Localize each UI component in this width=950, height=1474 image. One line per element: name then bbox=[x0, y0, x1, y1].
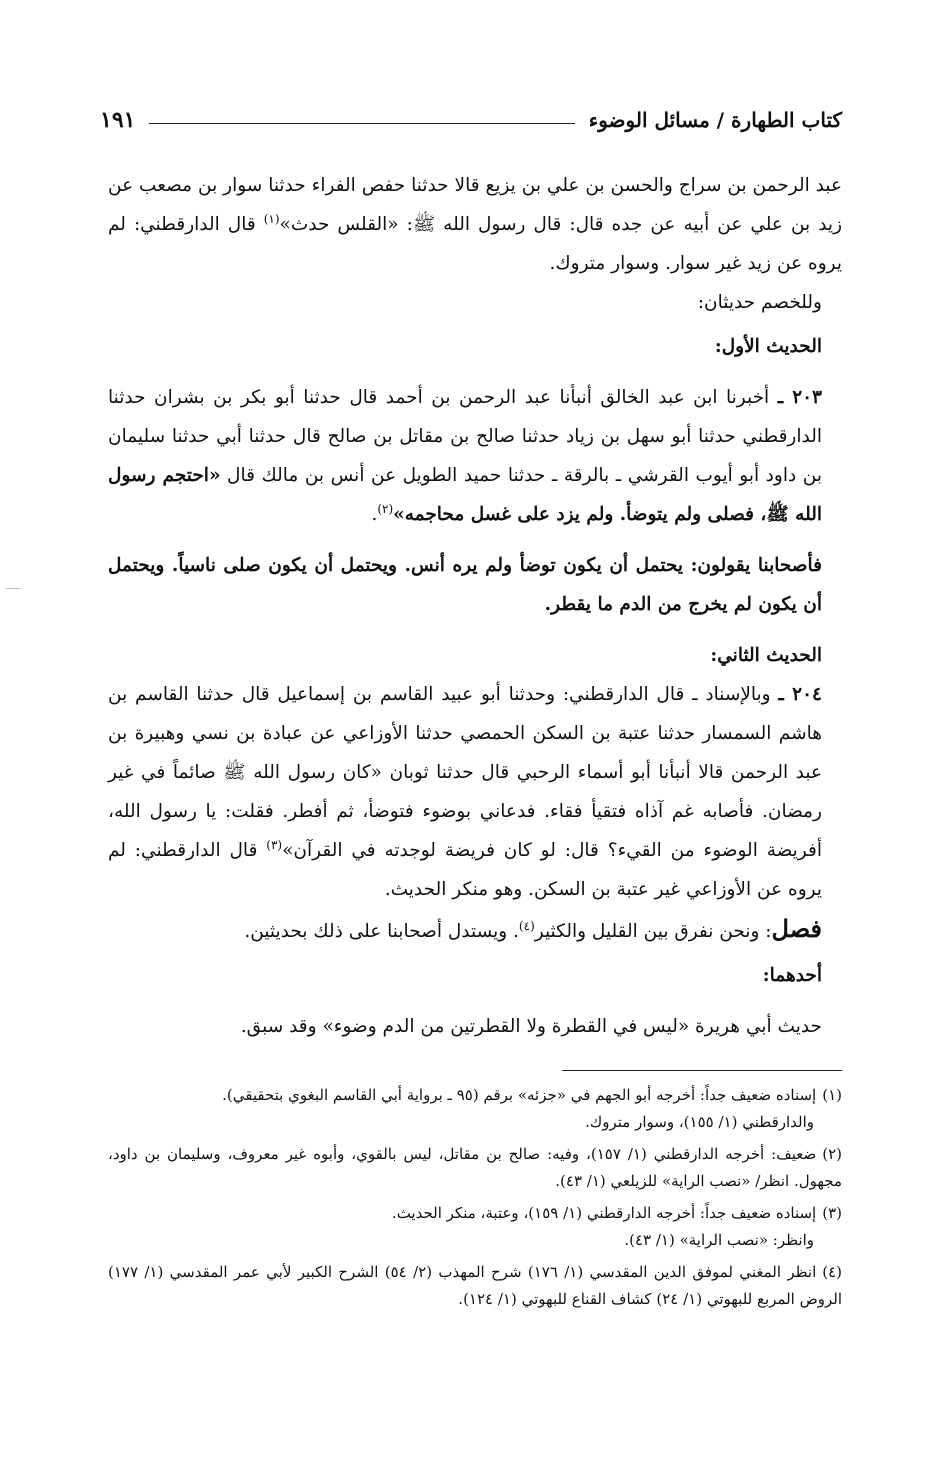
header-rule bbox=[149, 123, 574, 124]
hadith-204-number: ٢٠٤ ـ bbox=[778, 684, 822, 705]
page-number: ١٩١ bbox=[100, 107, 136, 133]
footnote-separator bbox=[562, 1070, 842, 1071]
hadith-203-isnad: أخبرنا ابن عبد الخالق أنبأنا عبد الرحمن بن أحمد قال حدثنا أبو بكر بن بشران حدثنا الدارقطني حدثنا أبو سهل بن زياد حدثنا صالح بن مقاتل بن صالح قال حدثنا أبي حدثنا سليمان بن داود أبو أيوب القرشي ـ بالرقة ـ حدثنا حميد الطويل عن أنس بن مالك قال bbox=[108, 387, 822, 486]
opponent-line: وللخصم حديثان: bbox=[697, 292, 822, 313]
footnote-number: (١) bbox=[822, 1086, 842, 1104]
footnote-number: (٢) bbox=[822, 1145, 843, 1163]
footnote-4 bbox=[108, 1259, 842, 1313]
footnotes bbox=[108, 1082, 842, 1318]
footnote-text: إسناده ضعيف جداً: أخرجه الدارقطني (١/ ١٥٩)، وعتبة، منكر الحديث. bbox=[391, 1204, 817, 1222]
hadith-204-end: قال الدارقطني: لم يروه عن الأوزاعي غير عتبة بن السكن. وهو منكر الحديث. bbox=[108, 840, 822, 900]
footnote-text: ضعيف: أخرجه الدارقطني (١/ ١٥٧)، وفيه: صالح بن مقاتل، ليس بالقوي، وأبوه غير معروف، وسليمان بن داود، مجهول. انظر/ «نصب الراية» للزيلعي (١/ ٤٣). bbox=[108, 1145, 842, 1190]
hadith-203-number: ٢٠٣ ـ bbox=[777, 387, 822, 408]
fasl-paragraph bbox=[108, 909, 842, 951]
footnote-text: والدارقطني (١/ ١٥٥)، وسوار متروك. bbox=[585, 1113, 814, 1131]
footnote-3 bbox=[108, 1200, 842, 1254]
main-text bbox=[108, 166, 842, 1046]
header-title: كتاب الطهارة / مسائل الوضوء bbox=[588, 108, 842, 132]
footnote-number: (٣) bbox=[822, 1204, 842, 1222]
fasl-text: : ونحن نفرق بين القليل والكثير bbox=[534, 921, 772, 942]
footnote-ref-4[interactable]: (٤) bbox=[518, 918, 535, 933]
hadith-1-heading: الحديث الأول: bbox=[714, 336, 822, 357]
fasl-text-end: . ويستدل أصحابنا على ذلك بحديثين. bbox=[244, 921, 519, 942]
footnote-text: انظر المغني لموفق الدين المقدسي (١/ ١٧٦) شرح المهذب (٢/ ٥٤) الشرح الكبير لأبي عمر المقدسي (١/ ١٧٧) الروض المربع للبهوتي (١/ ٢٤) كشاف القناع للبهوتي (١/ ١٢٤). bbox=[108, 1263, 842, 1308]
hadith-203 bbox=[108, 378, 842, 534]
abu-hurayra-hadith: حديث أبي هريرة «ليس في القطرة ولا القطرتين من الدم وضوء» وقد سبق. bbox=[240, 1016, 822, 1037]
first-of-two-heading: أحدهما: bbox=[762, 965, 822, 986]
footnote-text: إسناده ضعيف جداً: أخرجه أبو الجهم في «جزئه» برقم (٩٥ ـ برواية أبي القاسم البغوي بتحقيقي). bbox=[222, 1086, 817, 1104]
hadith-203-matn: «احتجم رسول الله ﷺ، فصلى ولم يتوضأ. ولم يزد على غسل محاجمه» bbox=[108, 465, 822, 525]
fasl-word: فصل bbox=[771, 914, 822, 943]
footnote-2 bbox=[108, 1141, 842, 1195]
hadith-2-heading: الحديث الثاني: bbox=[710, 645, 822, 666]
intro-text-end: قال الدارقطني: لم يروه عن زيد غير سوار. وسوار متروك. bbox=[108, 214, 842, 274]
margin-mark bbox=[6, 588, 20, 589]
footnote-text: وانظر: «نصب الراية» (١/ ٤٣). bbox=[624, 1231, 814, 1249]
intro-paragraph bbox=[108, 166, 842, 283]
intro-text: عبد الرحمن بن سراج والحسن بن علي بن يزيع قالا حدثنا حفص الفراء حدثنا سوار بن مصعب عن زيد بن علي عن أبيه عن جده قال: قال رسول الله ﷺ: «القلس حدث» bbox=[108, 175, 843, 235]
hadith-204 bbox=[108, 675, 842, 909]
footnote-ref-1[interactable]: (١) bbox=[263, 211, 280, 226]
hadith-203-end: . bbox=[371, 504, 378, 525]
footnote-number: (٤) bbox=[822, 1263, 843, 1281]
running-header bbox=[100, 100, 842, 140]
footnote-ref-2[interactable]: (٢) bbox=[377, 501, 394, 516]
hadith-204-text: وبالإسناد ـ قال الدارقطني: وحدثنا أبو عبيد القاسم بن إسماعيل قال حدثنا القاسم بن هاشم السمسار حدثنا عتبة بن السكن الحمصي حدثنا الأوزاعي عن عبادة بن نسي وهبيرة بن عبد الرحمن قالا أنبأنا أبو أسماء الرحبي قال حدثنا ثوبان «كان رسول الله ﷺ صائماً في غير رمضان. فأصابه غم آذاه فتقيأ فقاء. فدعاني بوضوء فتوضأ، ثم أفطر. فقلت: يا رسول الله، أفريضة الوضوء من القيء؟ قال: لو كان فريضة لوجدته في القرآن» bbox=[108, 684, 822, 861]
companions-paragraph: فأصحابنا يقولون: يحتمل أن يكون توضأ ولم يره أنس. ويحتمل أن يكون صلى ناسياً. ويحتمل أن يكون لم يخرج من الدم ما يقطر. bbox=[108, 555, 822, 615]
footnote-1 bbox=[108, 1082, 842, 1136]
footnote-ref-3[interactable]: (٣) bbox=[266, 837, 283, 852]
